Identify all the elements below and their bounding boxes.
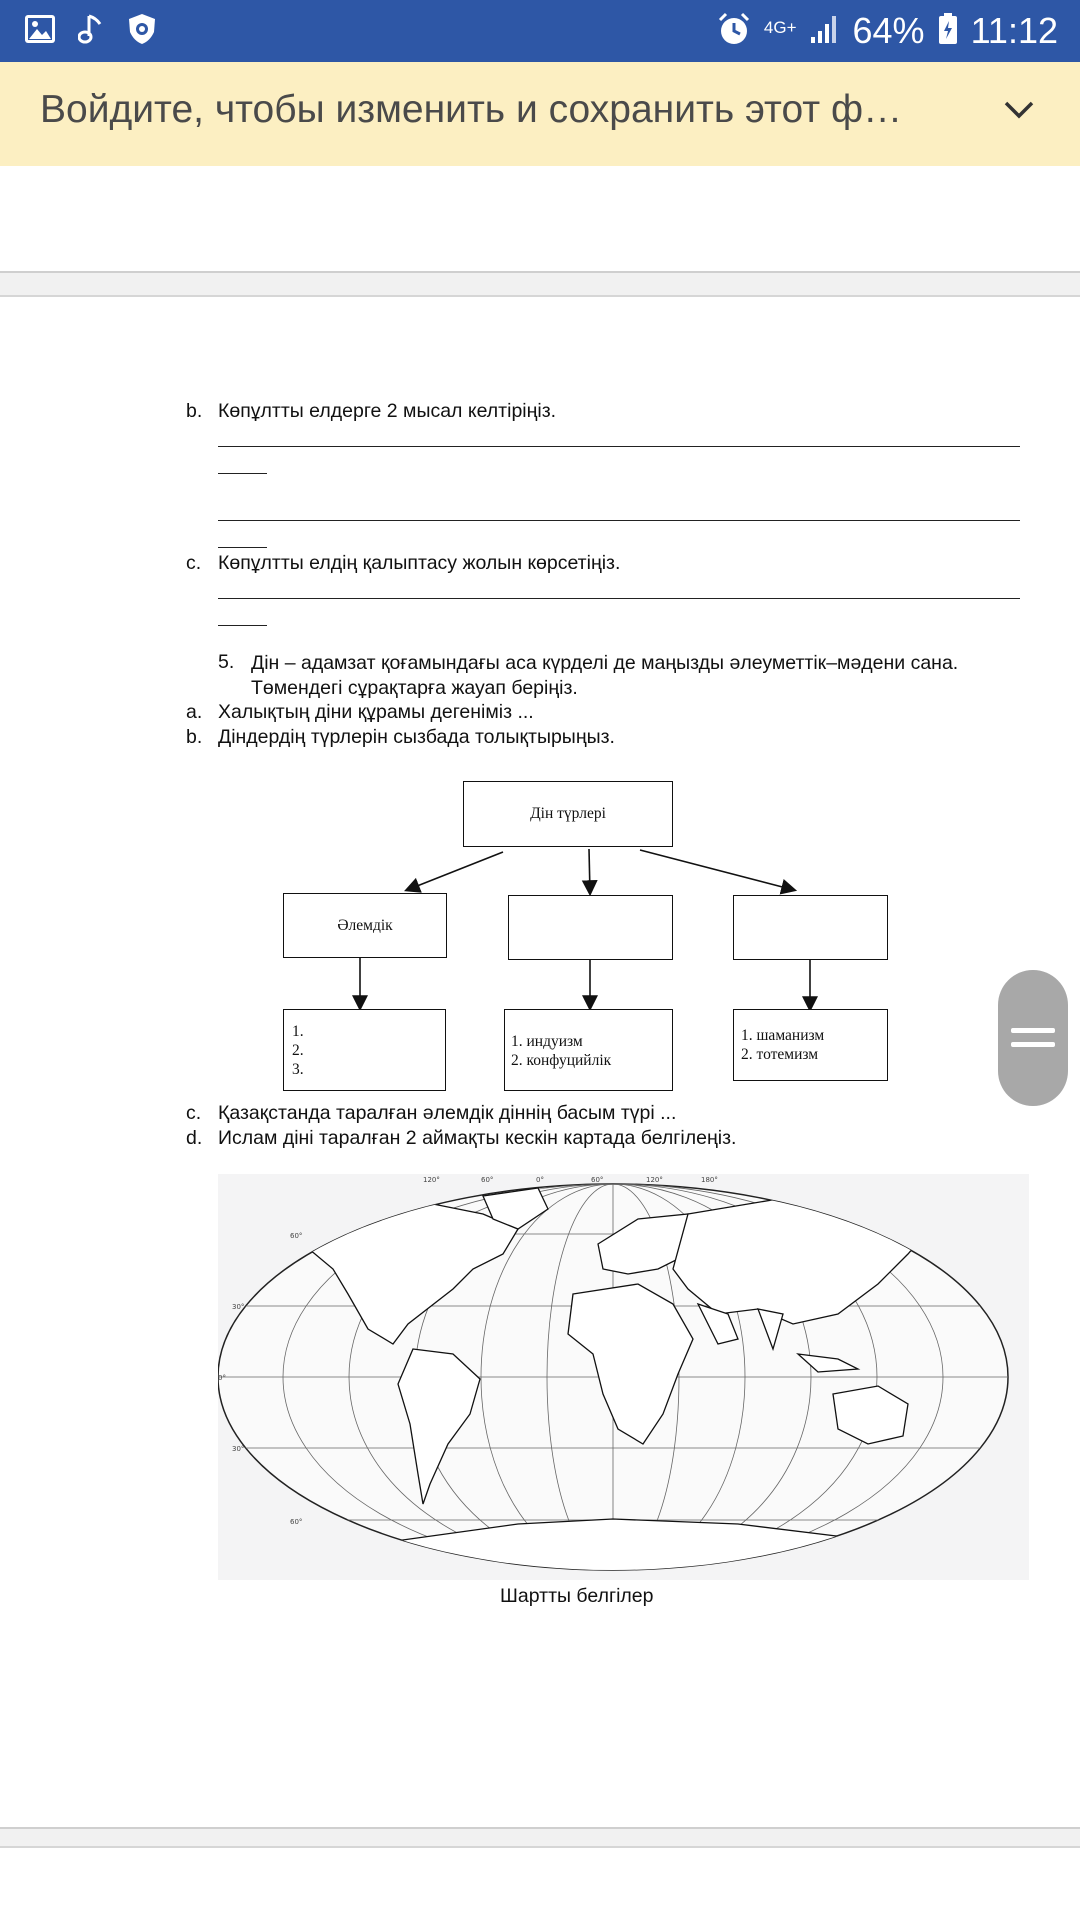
map-longitude-label: 60°: [591, 1176, 604, 1184]
q5-number: 5.: [218, 651, 235, 673]
battery-percent: 64%: [852, 10, 925, 51]
diagram-list-box: [283, 1009, 446, 1091]
map-latitude-label: 60°: [290, 1232, 303, 1240]
diagram-root-box: [463, 781, 673, 847]
next-page: [0, 1846, 1080, 1922]
document-page: [0, 295, 1080, 1829]
map-latitude-label: 30°: [232, 1303, 245, 1311]
q5d-text: Ислам діні таралған 2 аймақты кескін картада белгілеңіз.: [218, 1127, 737, 1149]
map-latitude-label: 30°: [232, 1445, 245, 1453]
music-icon: [78, 12, 104, 51]
scroll-handle[interactable]: [998, 970, 1068, 1106]
sign-in-banner[interactable]: [0, 62, 1080, 166]
map-longitude-label: 120°: [423, 1176, 440, 1184]
clock: 11:12: [970, 10, 1058, 51]
alarm-icon: [716, 11, 752, 52]
diagram-world-label: Әлемдік: [337, 916, 393, 934]
map-longitude-label: 120°: [646, 1176, 663, 1184]
diagram-world-religions-box: [283, 893, 447, 958]
q4c-marker: c.: [186, 552, 202, 574]
diagram-list-item: 1.: [292, 1023, 304, 1040]
gallery-icon: [24, 14, 56, 49]
map-latitude-label: 60°: [290, 1518, 303, 1526]
map-longitude-label: 180°: [701, 1176, 718, 1184]
q5a-text: Халықтың діни құрамы дегеніміз ...: [218, 701, 534, 723]
world-outline-map: [218, 1174, 1029, 1580]
arrow-root-to-traditional: [640, 850, 794, 890]
diagram-list-item: 2. конфуцийлік: [511, 1052, 612, 1069]
previous-page: [0, 166, 1080, 273]
q4b-text: Көпұлтты елдерге 2 мысал келтіріңіз.: [218, 400, 557, 422]
q5b-text: Діндердің түрлерін сызбада толықтырыңыз.: [218, 726, 615, 748]
diagram-root-label: Дін түрлері: [530, 805, 606, 822]
diagram-list-item: 2.: [292, 1042, 304, 1059]
diagram-list-item: 3.: [292, 1061, 304, 1078]
diagram-blank-box: [733, 895, 888, 960]
q5-text: Дін – адамзат қоғамындағы аса күрделі де маңызды әлеуметтік–мәдени сана. Төмендегі сұрақтарға жауап беріңіз.: [251, 652, 959, 699]
arrow-root-to-national: [589, 849, 590, 893]
map-longitude-label: 0°: [536, 1176, 544, 1184]
q5c-marker: c.: [186, 1102, 202, 1124]
status-bar: [0, 0, 1080, 62]
chevron-down-icon[interactable]: [1002, 98, 1036, 127]
q5b-marker: b.: [186, 726, 203, 748]
diagram-list-box: [504, 1009, 673, 1091]
handle-grip-line: [1011, 1042, 1055, 1047]
signal-icon: [809, 13, 841, 50]
map-latitude-label: 0°: [218, 1374, 226, 1382]
arrow-root-to-world: [407, 852, 503, 890]
shield-icon: [126, 12, 158, 51]
diagram-list-item: 1. шаманизм: [741, 1027, 825, 1044]
q5d-marker: d.: [186, 1127, 203, 1149]
banner-text: Войдите, чтобы изменить и сохранить этот ф…: [40, 88, 903, 131]
map-longitude-label: 60°: [481, 1176, 494, 1184]
q4c-text: Көпұлтты елдің қалыптасу жолын көрсетіңіз.: [218, 552, 621, 574]
diagram-list-item: 1. индуизм: [511, 1033, 583, 1050]
diagram-blank-box: [508, 895, 673, 960]
q5c-text: Қазақстанда таралған әлемдік діннің басым түрі ...: [218, 1102, 677, 1124]
world-map-graphic: [218, 1174, 1029, 1580]
map-caption: Шартты белгілер: [500, 1585, 654, 1607]
network-type: 4G+: [763, 18, 797, 37]
diagram-list-box: [733, 1009, 888, 1081]
q5a-marker: a.: [186, 701, 203, 723]
diagram-list-item: 2. тотемизм: [741, 1046, 819, 1063]
q4b-marker: b.: [186, 400, 203, 422]
handle-grip-line: [1011, 1028, 1055, 1033]
battery-icon: [937, 12, 959, 51]
